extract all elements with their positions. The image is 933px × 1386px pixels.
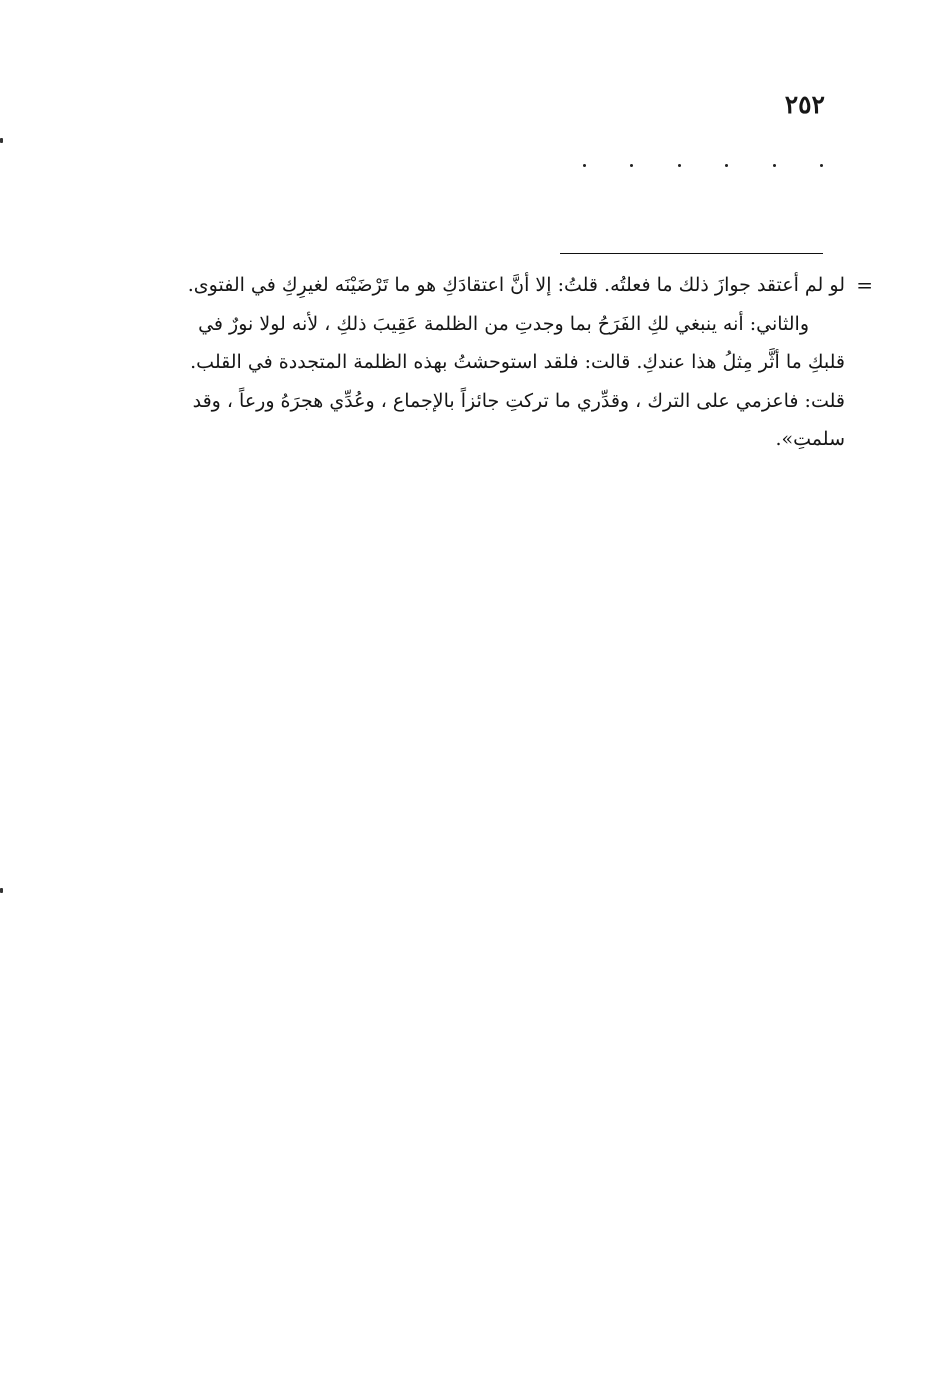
ellipsis-dot — [583, 164, 586, 167]
ellipsis-dot — [725, 164, 728, 167]
footnote-line-1 — [80, 266, 873, 305]
footnote-line-3: قلبكِ ما أثَّر مِثلُ هذا عندكِ. قالت: فلقد استوحشتُ بهذه الظلمة المتجددة في القلب. — [190, 351, 845, 373]
page-number: ٢٥٢ — [784, 90, 825, 119]
scan-speck-bottom — [0, 888, 3, 893]
scan-speck-top — [0, 138, 3, 143]
footnote-line-5: سلمتِ». — [775, 428, 845, 450]
ellipsis-dot — [678, 164, 681, 167]
ellipsis-dot — [630, 164, 633, 167]
ellipsis-dot — [773, 164, 776, 167]
footnote-line-1-text: لو لم أعتقد جوازَ ذلك ما فعلتُه. قلتُ: إلا أنَّ اعتقادَكِ هو ما تَرْضَيْنَه لغيرِكِ في الفتوى. — [187, 274, 845, 296]
footnote-continuation-mark: = — [856, 273, 873, 297]
ellipsis-dot — [820, 164, 823, 167]
footnote-separator-rule — [560, 253, 823, 254]
footnote-body — [80, 266, 873, 459]
footnote-line-4: قلت: فاعزمي على الترك ، وقدِّري ما تركتِ جائزاً بالإجماع ، وعُدِّي هجرَهُ ورعاً ، وقد — [192, 389, 845, 412]
footnote-line-2: والثاني: أنه ينبغي لكِ الفَرَحُ بما وجدتِ من الظلمة عَقِيبَ ذلكِ ، لأنه لولا نورٌ في — [198, 312, 809, 335]
ellipsis-row — [583, 150, 823, 180]
